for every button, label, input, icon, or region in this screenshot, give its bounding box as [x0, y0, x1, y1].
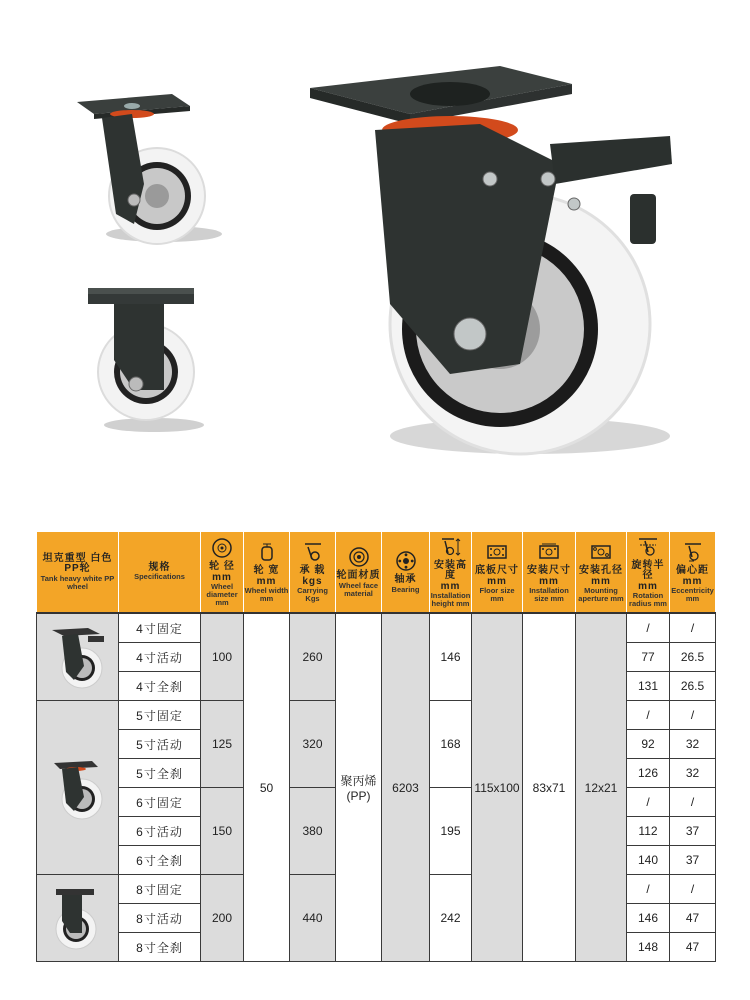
spec-cell: 8寸活动 [119, 904, 201, 933]
header-rotation-unit: mm [638, 580, 658, 592]
eccentricity-cell: 32 [670, 730, 716, 759]
header-load-unit: kgs [302, 575, 323, 587]
header-eccentricity-cn: 偏心距 [676, 565, 709, 577]
install-size-icon [538, 541, 560, 563]
brake-caster-large-image [300, 44, 690, 464]
row-image-cell [37, 701, 119, 875]
table-header-row [37, 532, 716, 614]
header-eccentricity-en: Eccentricity mm [671, 586, 714, 603]
header-eccentricity-unit: mm [682, 575, 703, 587]
header-width-unit: mm [256, 575, 277, 587]
header-spec-en: Specifications [134, 572, 185, 582]
header-height-en: Installation height mm [430, 591, 471, 609]
rotation-cell: 112 [627, 817, 670, 846]
rotation-cell: / [627, 875, 670, 904]
header-material-en: Wheel face material [338, 580, 379, 598]
rigid-caster-thumbnail [48, 883, 108, 953]
plate-icon [486, 541, 508, 563]
rotation-cell: / [627, 613, 670, 643]
eccentricity-cell: 26.5 [670, 672, 716, 701]
bearing-cell: 6203 [382, 613, 430, 962]
eccentricity-cell: 26.5 [670, 643, 716, 672]
height-icon [440, 536, 462, 558]
spec-cell: 4寸全刹 [119, 672, 201, 701]
header-floor-en: Floor size mm [479, 586, 515, 603]
spec-table [36, 531, 716, 962]
header-load-cn: 承 载 [299, 565, 326, 577]
header-rotation-cn: 旋转半径 [631, 559, 665, 582]
install-cell: 83x71 [523, 613, 576, 962]
rotation-cell: / [627, 788, 670, 817]
rotation-icon [637, 536, 659, 558]
eccentricity-icon [682, 541, 704, 563]
header-hole-unit: mm [591, 575, 611, 587]
header-eccentricity [670, 532, 716, 614]
rotation-cell: 140 [627, 846, 670, 875]
header-height-cn: 安装高度 [434, 559, 467, 582]
header-bearing-en: Bearing [391, 584, 420, 594]
header-hole [576, 532, 627, 614]
material-icon [348, 546, 370, 568]
rotation-cell: 148 [627, 933, 670, 962]
header-install [523, 532, 576, 614]
rotation-cell: 126 [627, 759, 670, 788]
eccentricity-cell: 37 [670, 846, 716, 875]
header-rotation-en: Rotation radius mm [629, 591, 667, 609]
height-cell: 242 [430, 875, 472, 962]
eccentricity-cell: / [670, 701, 716, 730]
header-diameter-en: Wheel diameter mm [206, 582, 238, 607]
rotation-cell: 77 [627, 643, 670, 672]
rotation-cell: / [627, 701, 670, 730]
spec-cell: 5寸全刹 [119, 759, 201, 788]
material-line1: 聚丙烯 [340, 774, 377, 788]
row-image-cell [37, 613, 119, 701]
spec-cell: 5寸活动 [119, 730, 201, 759]
header-product-cn: 坦克重型 白色PP轮 [42, 552, 113, 575]
height-cell: 146 [430, 613, 472, 701]
spec-cell: 6寸活动 [119, 817, 201, 846]
header-material [336, 532, 382, 614]
header-bearing [382, 532, 430, 614]
diameter-cell: 125 [201, 701, 244, 788]
diameter-cell: 100 [201, 613, 244, 701]
header-load [290, 532, 336, 614]
load-cell: 440 [290, 875, 336, 962]
table-row [37, 613, 716, 643]
header-diameter-unit: mm [212, 571, 232, 583]
header-floor [472, 532, 523, 614]
spec-cell: 8寸全刹 [119, 933, 201, 962]
header-bearing-cn: 轴承 [394, 574, 417, 586]
rigid-caster-small-image [84, 280, 214, 440]
rotation-cell: 92 [627, 730, 670, 759]
spec-cell: 4寸活动 [119, 643, 201, 672]
header-install-en: Installation size mm [529, 586, 569, 603]
spec-cell: 6寸全刹 [119, 846, 201, 875]
header-width-cn: 轮 宽 [253, 565, 280, 577]
bearing-icon [395, 550, 417, 572]
header-hole-cn: 安装孔径 [579, 565, 623, 577]
height-cell: 195 [430, 788, 472, 875]
header-diameter-cn: 轮 径 [209, 561, 235, 573]
header-height [430, 532, 472, 614]
eccentricity-cell: / [670, 613, 716, 643]
width-cell: 50 [244, 613, 290, 962]
rotation-cell: 131 [627, 672, 670, 701]
wheel-diameter-icon [211, 537, 233, 559]
material-line2: (PP) [346, 789, 371, 803]
eccentricity-cell: 47 [670, 933, 716, 962]
eccentricity-cell: 37 [670, 817, 716, 846]
eccentricity-cell: / [670, 788, 716, 817]
spec-cell: 8寸固定 [119, 875, 201, 904]
load-icon [302, 541, 324, 563]
swivel-caster-thumbnail [48, 753, 108, 823]
material-cell [336, 613, 382, 962]
eccentricity-cell: 32 [670, 759, 716, 788]
spec-cell: 6寸固定 [119, 788, 201, 817]
header-product [37, 532, 119, 614]
header-height-unit: mm [440, 580, 461, 592]
header-width-en: Wheel width mm [244, 586, 289, 603]
header-install-cn: 安装尺寸 [527, 565, 571, 577]
diameter-cell: 150 [201, 788, 244, 875]
wheel-width-icon [256, 541, 278, 563]
floor-cell: 115x100 [472, 613, 523, 962]
eccentricity-cell: / [670, 875, 716, 904]
header-load-en: Carrying Kgs [297, 586, 328, 603]
header-width [244, 532, 290, 614]
eccentricity-cell: 47 [670, 904, 716, 933]
brake-caster-thumbnail [48, 622, 108, 692]
spec-cell: 4寸固定 [119, 613, 201, 643]
header-material-cn: 轮面材质 [336, 570, 381, 582]
header-rotation [627, 532, 670, 614]
diameter-cell: 200 [201, 875, 244, 962]
hole-cell: 12x21 [576, 613, 627, 962]
header-floor-unit: mm [487, 575, 507, 587]
height-cell: 168 [430, 701, 472, 788]
load-cell: 320 [290, 701, 336, 788]
row-image-cell [37, 875, 119, 962]
swivel-caster-small-image [72, 84, 232, 254]
header-diameter [201, 532, 244, 614]
rotation-cell: 146 [627, 904, 670, 933]
header-spec [119, 532, 201, 614]
spec-cell: 5寸固定 [119, 701, 201, 730]
hole-icon [590, 541, 612, 563]
load-cell: 260 [290, 613, 336, 701]
header-spec-cn: 规格 [148, 561, 171, 573]
header-hole-en: Mounting aperture mm [578, 586, 624, 603]
header-install-unit: mm [539, 575, 559, 587]
header-floor-cn: 底板尺寸 [475, 565, 519, 577]
load-cell: 380 [290, 788, 336, 875]
header-product-en: Tank heavy white PP wheel [40, 573, 115, 591]
